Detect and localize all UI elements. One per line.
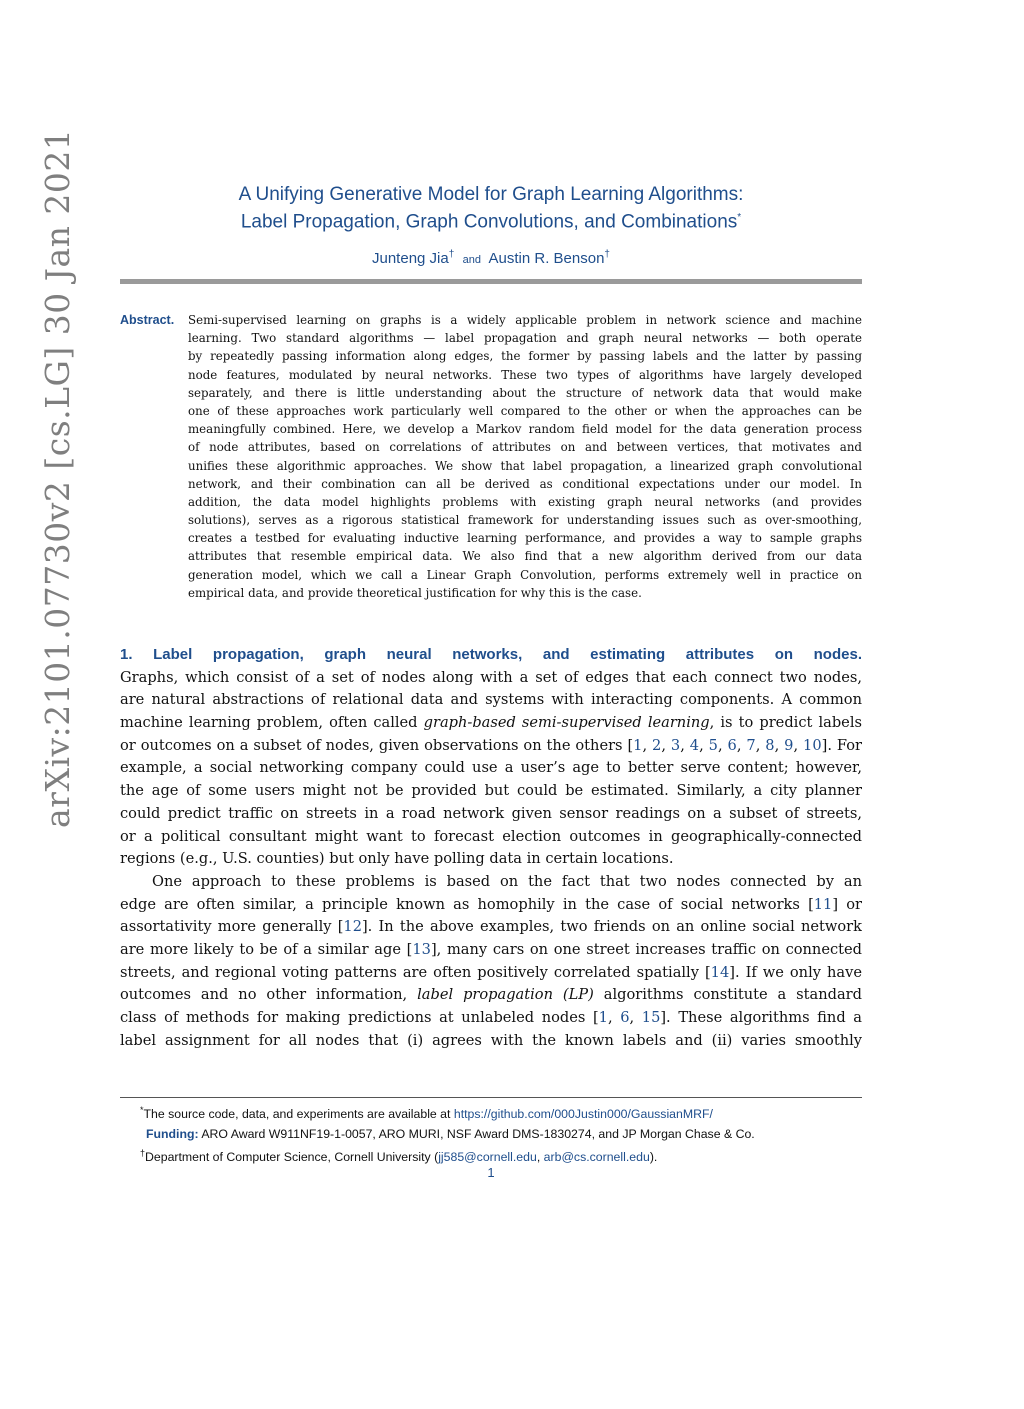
section-1-body: [120, 644, 862, 1052]
abstract-line: creates a testbed for evaluating inductive learning performance, and provides a way to sample graphs: [188, 531, 862, 546]
abstract-line: node features, modulated by neural networks. These two types of algorithms have largely developed: [188, 367, 862, 382]
citation-link[interactable]: 8: [765, 736, 775, 754]
abstract-line: network, and their combination can all be derived as conditional expectations under our model. In: [188, 476, 862, 491]
citation-link[interactable]: 13: [412, 940, 431, 958]
email-link-jia[interactable]: jj585@cornell.edu: [438, 1150, 537, 1165]
citation-link[interactable]: 1: [633, 736, 643, 754]
citation-link[interactable]: 14: [710, 963, 730, 981]
abstract-line: generation model, which we call a Linear Graph Convolution, performs extremely well in practice on: [188, 567, 862, 582]
paper-title-line-1: A Unifying Generative Model for Graph Learning Algorithms:: [238, 184, 744, 205]
citation-link[interactable]: 1: [598, 1009, 608, 1026]
footnote-divider: [120, 1097, 862, 1098]
paragraph-line: example, a social networking company could use a user’s age to better serve content; however,: [120, 759, 862, 777]
citation-link[interactable]: 4: [689, 736, 700, 754]
abstract-line: solutions), serves as a rigorous statistical framework for understanding issues such as over-smoothing,: [188, 513, 862, 528]
abstract-line: unifies these algorithmic approaches. We show that label propagation, a linearized graph convolutional: [188, 458, 862, 473]
page-number: 1: [487, 1165, 495, 1180]
paragraph-line: assortativity more generally [12]. In the above examples, two friends on an online social network: [120, 918, 862, 936]
paragraph-line: outcomes and no other information, label propagation (LP) algorithms constitute a standard: [120, 986, 862, 1004]
abstract-line: meaningfully combined. Here, we develop a Markov random field model for the data generation process: [188, 422, 862, 437]
arxiv-identifier: arXiv:2101.07730v2 [cs.LG] 30 Jan 2021: [38, 128, 77, 828]
paragraph-line: label assignment for all nodes that (i) agrees with the known labels and (ii) varies smoothly: [120, 1031, 862, 1049]
paragraph-line: Graphs, which consist of a set of nodes along with a set of edges that each connect two nodes,: [120, 668, 862, 686]
paragraph-line: One approach to these problems is based on the fact that two nodes connected by an: [152, 872, 862, 890]
citation-link[interactable]: 9: [784, 736, 794, 754]
author-list: [120, 245, 862, 270]
footnote-affiliation: †Department of Computer Science, Cornell University (jj585@cornell.edu, arb@cs.cornell.edu).: [140, 1148, 658, 1165]
abstract-body: [188, 311, 862, 602]
paragraph-line: are more likely to be of a similar age [13], many cars on one street increases traffic on connected: [120, 940, 862, 958]
footnote-source-code: *The source code, data, and experiments are available at https://github.com/000Justin000/GaussianMRF/: [140, 1105, 713, 1122]
citation-link[interactable]: 12: [343, 918, 362, 936]
author-1-mark: †: [448, 249, 455, 260]
emphasis-term: graph-based semi-supervised learning: [423, 714, 710, 732]
footnotes: [120, 1101, 862, 1168]
abstract-line: by repeatedly passing information along edges, the former by passing labels and the latter by passing: [188, 349, 862, 364]
abstract-line: empirical data, and provide theoretical justification for why this is the case.: [188, 585, 642, 600]
citation-link[interactable]: 6: [727, 736, 737, 754]
paragraph-line: or a political consultant might want to forecast election outcomes in geographically-connected: [120, 827, 862, 845]
abstract-line: separately, and there is little understanding about the structure of network data that would make: [188, 385, 862, 400]
citation-link[interactable]: 5: [708, 736, 718, 754]
paragraph-line: regions (e.g., U.S. counties) but only have polling data in certain locations.: [120, 850, 674, 868]
paragraph-line: the age of some users might not be provided but could be estimated. Similarly, a city planner: [120, 782, 862, 800]
paragraph-line: machine learning problem, often called graph-based semi-supervised learning, is to predict labels: [120, 714, 862, 732]
email-link-benson[interactable]: arb@cs.cornell.edu: [543, 1150, 650, 1165]
abstract-line: Semi-supervised learning on graphs is a widely applicable problem in network science and machine: [188, 313, 862, 327]
abstract-line: attributes that resemble empirical data. We also find that a new algorithm derived from our data: [188, 549, 862, 564]
citation-link[interactable]: 11: [813, 895, 833, 913]
author-conjunction: and: [462, 254, 481, 266]
abstract-line: of node attributes, based on correlations of attributes on and between vertices, that motivates and: [188, 440, 862, 455]
section-1-heading-line: [120, 644, 862, 667]
title-footnote-mark: *: [737, 212, 742, 223]
author-2: Austin R. Benson: [488, 250, 605, 267]
section-1-heading: 1. Label propagation, graph neural networks, and estimating attributes on nodes.: [120, 646, 862, 663]
paragraph-line: could predict traffic on streets in a road network given sensor readings on a subset of streets,: [120, 804, 862, 822]
abstract-line: learning. Two standard algorithms — label propagation and graph neural networks — both operate: [188, 331, 862, 346]
paragraph-line: streets, and regional voting patterns are often positively correlated spatially [14]. If we only have: [120, 963, 862, 981]
paper-title-line-2: Label Propagation, Graph Convolutions, and Combinations*: [240, 211, 742, 233]
citation-link[interactable]: 6: [620, 1009, 630, 1026]
author-1: Junteng Jia: [372, 250, 449, 267]
abstract-line: one of these approaches work particularly well compared to the other or when the approaches can be: [188, 403, 862, 418]
abstract-line: addition, the data model highlights problems with existing graph neural networks (and provides: [188, 494, 862, 509]
footnote-funding: Funding: ARO Award W911NF19-1-0057, ARO MURI, NSF Award DMS-1830274, and JP Morgan Chase & Co.: [146, 1126, 755, 1141]
citation-link[interactable]: 2: [652, 736, 662, 754]
github-link[interactable]: https://github.com/000Justin000/GaussianMRF/: [453, 1107, 713, 1122]
citation-link[interactable]: 7: [746, 736, 756, 754]
paragraph-line: edge are often similar, a principle known as homophily in the case of social networks [11] or: [120, 895, 862, 913]
author-2-mark: †: [604, 249, 610, 260]
paragraph-line: class of methods for making predictions at unlabeled nodes [1, 6, 15]. These algorithms find a: [120, 1009, 862, 1026]
paragraph-line: are natural abstractions of relational data and systems with interacting components. A common: [120, 691, 862, 709]
citation-link[interactable]: 3: [670, 736, 681, 754]
abstract-label: Abstract.: [120, 313, 175, 327]
paragraph-line: or outcomes on a subset of nodes, given observations on the others [1, 2, 3, 4, 5, 6, 7, 8, 9, 10]. For: [120, 736, 862, 754]
citation-link[interactable]: 10: [803, 736, 822, 754]
citation-link[interactable]: 15: [641, 1009, 661, 1026]
title-divider: [120, 279, 862, 284]
emphasis-term: label propagation (LP): [417, 986, 594, 1004]
